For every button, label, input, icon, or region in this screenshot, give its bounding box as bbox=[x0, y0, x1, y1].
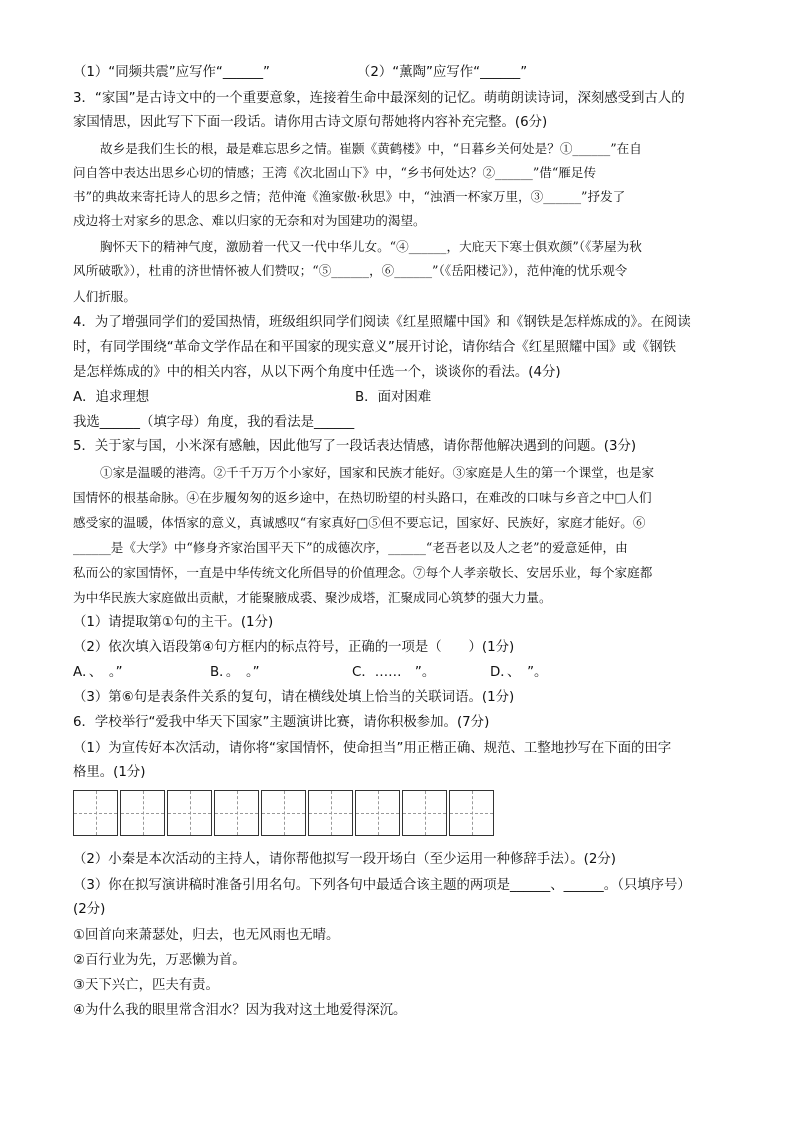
q3-p1-line1: 故乡是我们生长的根，最是难忘思乡之情。崔颢《黄鹤楼》中，“日暮乡关何处是？①______”在自 bbox=[100, 141, 642, 156]
q5-sub3: （3）第⑥句是表条件关系的复句，请在横线处填上恰当的关联词语。(1分) bbox=[73, 690, 515, 705]
q5-opt-d: D．、 ”。 bbox=[490, 665, 548, 680]
q2-part2: （2）“薰陶”应写作“______” bbox=[357, 65, 528, 80]
q3-p1-line3: 书”的典故来寄托诗人的思乡之情；范仲淹《渔家傲·秋思》中，“浊酒一杯家万里，③______”抒发了 bbox=[73, 189, 626, 204]
q5-p-line3: 感受家的温暖，体悟家的意义，真诚感叹“有家真好□⑤但不要忘记，国家好、民族好，家庭才能好。⑥ bbox=[73, 515, 646, 530]
q5-sub1: （1）请提取第①句的主干。(1分) bbox=[73, 615, 274, 630]
tianzige-cell[interactable] bbox=[355, 790, 400, 836]
q4-option-b: B．面对困难 bbox=[355, 390, 432, 405]
tianzige-cell[interactable] bbox=[167, 790, 212, 836]
tianzige-cell[interactable] bbox=[261, 790, 306, 836]
tianzige-cell[interactable] bbox=[402, 790, 447, 836]
q5-p-line5: 私而公的家国情怀，一直是中华传统文化所倡导的价值理念。⑦每个人孝亲敬长、安居乐业，每个家庭都 bbox=[73, 565, 653, 580]
q5-sub2: （2）依次填入语段第④句方框内的标点符号，正确的一项是（ ）(1分) bbox=[73, 640, 515, 655]
q6-quote-2: ②百行业为先，万恶懒为首。 bbox=[73, 953, 246, 968]
q6-intro: 6．学校举行“爱我中华天下国家”主题演讲比赛，请你积极参加。(7分) bbox=[73, 715, 490, 730]
tianzige-cell[interactable] bbox=[120, 790, 165, 836]
q5-p-line4: ______是《大学》中“修身齐家治国平天下”的成德次序，______“老吾老以及人之老”的爱意延伸，由 bbox=[73, 540, 628, 555]
q3-intro-line1: 3．“家国”是古诗文中的一个重要意象，连接着生命中最深刻的记忆。萌萌朗读诗词，深刻感受到古人的 bbox=[73, 91, 685, 106]
q4-option-a: A．追求理想 bbox=[73, 390, 150, 405]
q5-intro: 5．关于家与国，小米深有感触，因此他写了一段话表达情感，请你帮他解决遇到的问题。(3分) bbox=[73, 439, 637, 454]
q5-opt-a: A．、 。” bbox=[73, 665, 123, 680]
q3-p2-line2: 风所破歌》），杜甫的济世情怀被人们赞叹；“⑤______，⑥______”（《岳阳楼记》），范仲淹的忧乐观令 bbox=[73, 263, 628, 278]
q4-line2: 时，有同学围绕“革命文学作品在和平国家的现实意义”展开讨论，请你结合《红星照耀中国》或《钢铁 bbox=[73, 340, 677, 355]
q6-quote-1: ①回首向来萧瑟处，归去，也无风雨也无晴。 bbox=[73, 928, 340, 943]
q3-p1-line2: 问自答中表达出思乡心切的情感；王湾《次北固山下》中，“乡书何处达？②______”借“雁足传 bbox=[73, 165, 597, 180]
q5-opt-b: B．。 。” bbox=[210, 665, 260, 680]
q3-intro-line2: 家国情思，因此写下下面一段话。请你用古诗文原句帮她将内容补充完整。(6分) bbox=[73, 115, 548, 130]
q6-quote-4: ④为什么我的眼里常含泪水？因为我对这土地爱得深沉。 bbox=[73, 1003, 407, 1018]
q6-sub1-line2: 格里。(1分) bbox=[73, 765, 146, 780]
q6-sub1-line1: （1）为宣传好本次活动，请你将“家国情怀，使命担当”用正楷正确、规范、工整地抄写在下面的田字 bbox=[73, 741, 672, 756]
q4-line3: 是怎样炼成的》中的相关内容，从以下两个角度中任选一个，谈谈你的看法。(4分) bbox=[73, 365, 561, 380]
q6-quote-3: ③天下兴亡，匹夫有责。 bbox=[73, 978, 219, 993]
tianzige-cell[interactable] bbox=[308, 790, 353, 836]
q6-sub3-line1: （3）你在拟写演讲稿时准备引用名句。下列各句中最适合该主题的两项是______、______。（只填序号） bbox=[73, 878, 691, 893]
tianzige-cell[interactable] bbox=[73, 790, 118, 836]
q5-opt-c: C．…… ”。 bbox=[352, 665, 436, 680]
q4-line1: 4．为了增强同学们的爱国热情，班级组织同学们阅读《红星照耀中国》和《钢铁是怎样炼成的》。在阅读 bbox=[73, 315, 691, 330]
q3-p2-line1: 胸怀天下的精神气度，激励着一代又一代中华儿女。“④______，大庇天下寒士俱欢颜”（《茅屋为秋 bbox=[100, 239, 642, 254]
tianzige-cell[interactable] bbox=[449, 790, 494, 836]
q5-p-line2: 国情怀的根基命脉。④在步履匆匆的返乡途中，在热切盼望的村头路口，在难改的口味与乡音之中□人们 bbox=[73, 490, 652, 505]
q5-p-line6: 为中华民族大家庭做出贡献，才能聚腋成裘、聚沙成塔，汇聚成同心筑梦的强大力量。 bbox=[73, 590, 552, 605]
q5-p-line1: ①家是温暖的港湾。②千千万万个小家好，国家和民族才能好。③家庭是人生的第一个课堂，也是家 bbox=[100, 465, 655, 480]
q6-sub2: （2）小秦是本次活动的主持人，请你帮他拟写一段开场白（至少运用一种修辞手法）。(2分) bbox=[73, 852, 617, 867]
q4-answer-line: 我选______（填字母）角度，我的看法是______ bbox=[73, 415, 355, 430]
q2-part1: （1）“同频共震”应写作“______” bbox=[73, 65, 270, 80]
q3-p2-line3: 人们折服。 bbox=[73, 289, 136, 304]
tianzige-grid bbox=[73, 790, 496, 836]
tianzige-cell[interactable] bbox=[214, 790, 259, 836]
q3-p1-line4: 戍边将士对家乡的思念、难以归家的无奈和对为国建功的渴望。 bbox=[73, 213, 426, 228]
q6-sub3-line2: (2分) bbox=[73, 902, 106, 917]
